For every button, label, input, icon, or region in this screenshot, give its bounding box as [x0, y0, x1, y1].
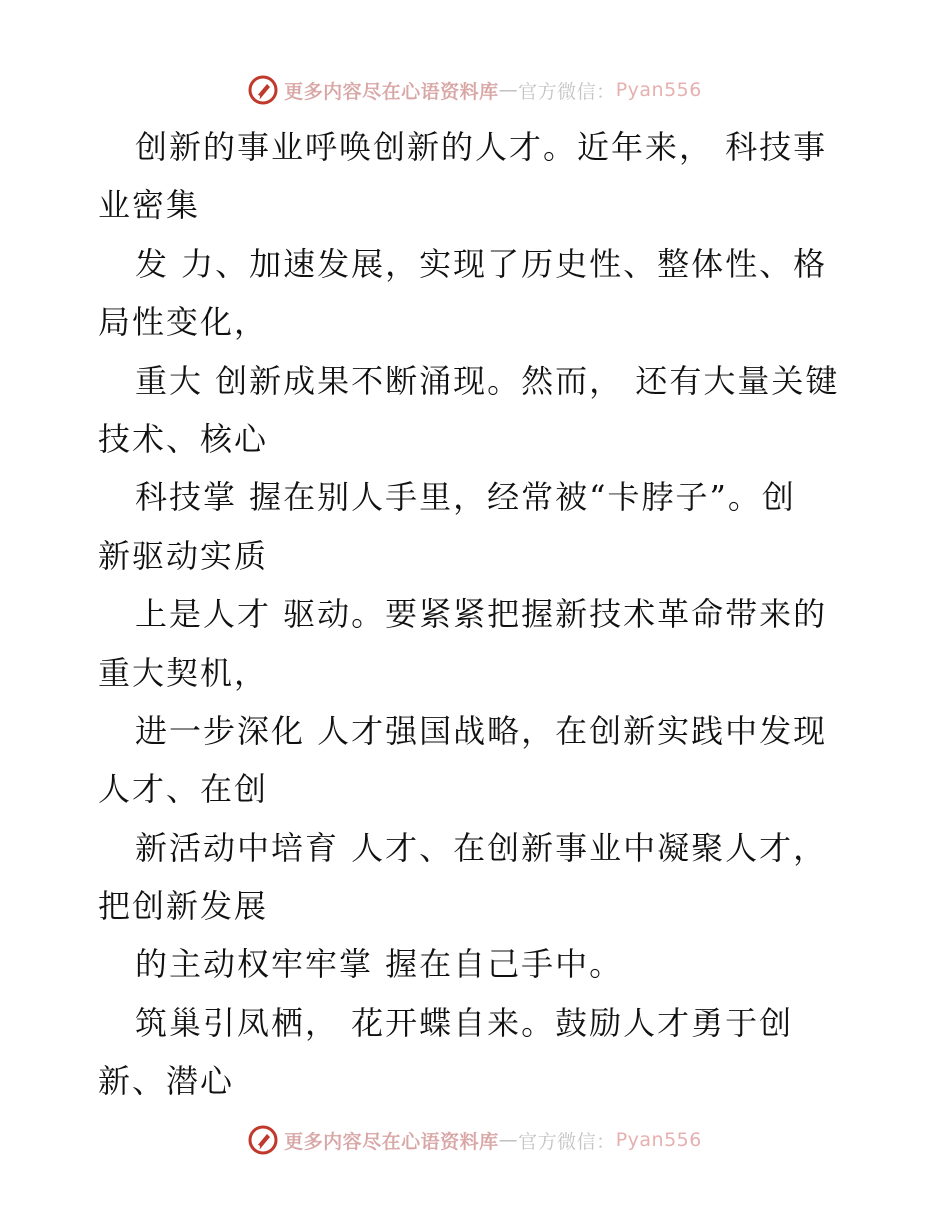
- body-line: 科技掌 握在别人手里，经常被“卡脖子”。创: [135, 478, 796, 517]
- body-line: 业密集: [98, 186, 201, 225]
- body-line: 进一步深化 人才强国战略，在创新实践中发现: [135, 711, 828, 750]
- header-watermark: [0, 70, 950, 110]
- body-line: 技术、核心: [98, 419, 269, 458]
- watermark-dash: —: [498, 1129, 519, 1151]
- document-body: [98, 118, 858, 1111]
- watermark-brand-text: 更多内容尽在心语资料库: [284, 80, 499, 103]
- watermark-official-label: 官方微信：: [518, 80, 616, 103]
- body-line: 把创新发展: [98, 887, 269, 926]
- body-line: 新、潜心: [98, 1062, 235, 1101]
- body-line: 重大 创新成果不断涌现。然而， 还有大量关键: [135, 361, 840, 400]
- body-line: 的主动权牢牢掌 握在自己手中。: [135, 945, 624, 984]
- body-line: 筑巢引凤栖， 花开蝶自来。鼓励人才勇于创: [135, 1003, 794, 1042]
- body-line: 新驱动实质: [98, 536, 269, 575]
- watermark-official-label: 官方微信：: [518, 1130, 616, 1153]
- body-line: 上是人才 驱动。要紧紧把握新技术革命带来的: [135, 595, 828, 634]
- body-line: 人才、在创: [98, 770, 269, 809]
- watermark-wechat-id: Pyan556: [615, 79, 702, 101]
- watermark-dash: —: [498, 79, 519, 101]
- watermark-brand-text: 更多内容尽在心语资料库: [284, 1130, 499, 1153]
- body-line: 发 力、加速发展，实现了历史性、整体性、格: [135, 244, 828, 283]
- footer-watermark: [0, 1120, 950, 1160]
- body-line: 局性变化，: [98, 303, 269, 342]
- body-line: 新活动中培育 人才、在创新事业中凝聚人才，: [135, 828, 828, 867]
- pen-nib-logo-icon: [248, 75, 278, 105]
- pen-nib-logo-icon: [248, 1125, 278, 1155]
- body-line: 创新的事业呼唤创新的人才。近年来， 科技事: [135, 128, 828, 166]
- watermark-wechat-id: Pyan556: [615, 1129, 702, 1151]
- body-line: 重大契机，: [98, 653, 269, 692]
